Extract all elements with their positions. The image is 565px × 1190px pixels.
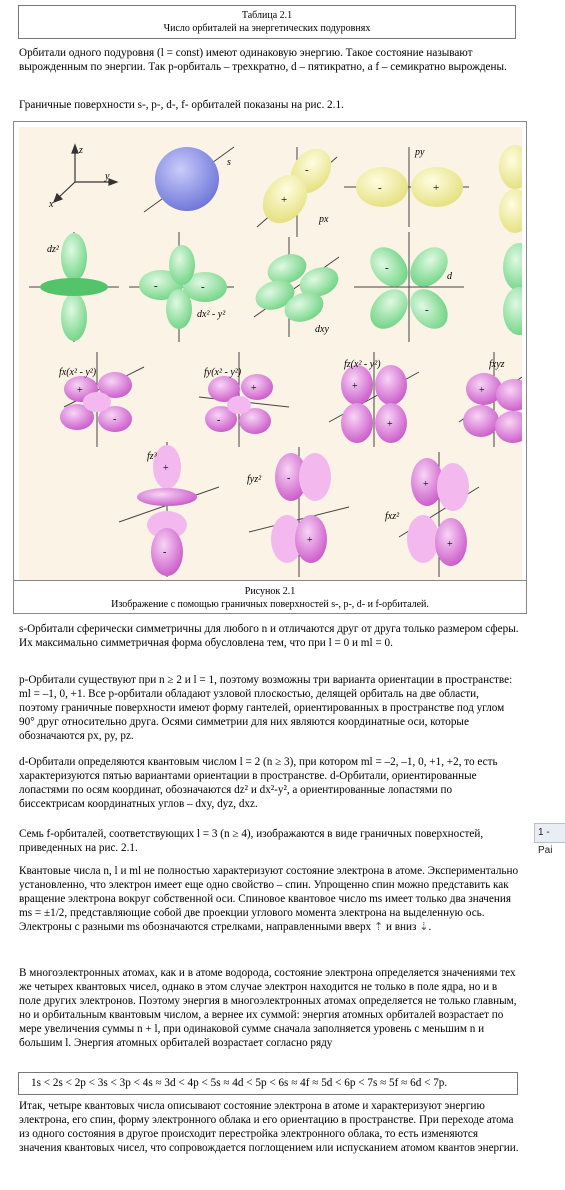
label-fxz2: fxz² xyxy=(385,511,400,522)
svg-text:+: + xyxy=(433,182,440,194)
svg-text:-: - xyxy=(305,164,309,176)
svg-text:+: + xyxy=(163,463,169,474)
paragraph-spin-down-text: и вниз xyxy=(385,921,417,933)
svg-text:+: + xyxy=(423,479,429,490)
figure-caption-title: Рисунок 2.1 xyxy=(244,586,296,597)
label-fyz2: fyz² xyxy=(247,474,262,485)
svg-text:+: + xyxy=(447,539,453,550)
d-orbital-icon xyxy=(354,232,464,342)
spin-up-arrow-icon: ⇡ xyxy=(373,920,384,933)
svg-text:-: - xyxy=(201,281,205,293)
paragraph-f-orbitals: Семь f-орбиталей, соответствующих l = 3 (n ≥ 4), изображаются в виде граничных поверхностей, приведенных на рис. 2.1. xyxy=(19,828,484,854)
label-py: py xyxy=(415,147,425,158)
label-d: d xyxy=(447,271,452,282)
axis-label-x: x xyxy=(49,199,54,210)
svg-text:+: + xyxy=(479,385,485,396)
label-s: s xyxy=(227,157,231,168)
svg-text:-: - xyxy=(163,547,167,558)
paragraph-conclusion: Итак, четыре квантовых числа описывают состояние электрона в атоме и характеризуют энергию электрона, его спин, форму электронного облака и его ориентацию в пространстве. При переходе атома из одного состояния в другое происходит перестройка электронного облака, то есть изменяются значения квантовых чисел, что сопровождается поглощением или испусканием атомом квантов энергии. xyxy=(19,1100,519,1154)
taskbar-window-tab[interactable]: 1 - Pai xyxy=(534,823,565,843)
orbitals-figure xyxy=(13,121,527,614)
fxz2-orbital-icon xyxy=(399,452,479,577)
paragraph-d-orbitals: d-Орбитали определяются квантовым числом l = 2 (n ≥ 3), при котором ml = –2, –1, 0, +1, +2, то есть характеризуются пятью вариантами ориентации в пространстве. d-Орбитали, ориентированные лопастями по осям координат, обозначаются dz² и dx²-y², а ориентированные лопастями по биссектрисам координатных углов – dxy, dyz, dxz. xyxy=(19,756,498,810)
table-caption-subtitle: Число орбиталей на энергетических подуровнях xyxy=(163,23,371,34)
svg-text:-: - xyxy=(113,414,117,425)
orbitals-illustration xyxy=(19,127,522,580)
svg-text:-: - xyxy=(217,415,221,426)
svg-text:-: - xyxy=(287,473,291,484)
fyz2-orbital-icon xyxy=(249,447,349,577)
svg-text:+: + xyxy=(77,385,83,396)
paragraph-spin: Квантовые числа n, l и ml не полностью характеризуют состояние электрона в атоме. Экспериментально установленно, что электрон имеет еще одно свойство – спин. Упрощенно спин можно представить как вращение электрона вокруг собственной оси. Спиновое квантовое число ms имеет только два значения ms = ±1/2, представляющие собой две проекции углового момента электрона на выделенную ось. Электроны с разными ms обозначаются стрелками, направленными вверх ⇡ и вниз ⇣. xyxy=(19,865,519,933)
svg-text:+: + xyxy=(387,419,393,430)
svg-text:-: - xyxy=(385,262,389,274)
py-orbital-icon xyxy=(344,147,469,227)
label-dx2y2: dx² - y² xyxy=(197,309,226,320)
spin-down-arrow-icon: ⇣ xyxy=(419,920,429,933)
energy-sequence-box: 1s < 2s < 2p < 3s < 3p < 4s ≈ 3d < 4p < 5s ≈ 4d < 5p < 6s ≈ 4f ≈ 5d < 6p < 7s ≈ 5f ≈ 6d < 7p. xyxy=(18,1072,518,1095)
label-px: px xyxy=(319,214,329,225)
label-f3: fz(x² - y²) xyxy=(344,359,381,370)
svg-text:-: - xyxy=(154,280,158,292)
label-fz3: fz³ xyxy=(147,451,157,462)
paragraph-s-orbitals: s-Орбитали сферически симметричны для любого n и отличаются друг от друга только размером сферы. Их максимально симметричная форма обусловлена тем, что при l = 0 и ml = 0. xyxy=(19,623,519,649)
fz3-orbital-icon xyxy=(119,442,219,577)
paragraph-figure-ref: Граничные поверхности s-, p-, d-, f- орбиталей показаны на рис. 2.1. xyxy=(19,99,344,111)
svg-text:+: + xyxy=(307,535,313,546)
label-fxyz: fxyz xyxy=(489,359,505,370)
label-f2: fy(x² - y²) xyxy=(204,367,242,378)
svg-text:+: + xyxy=(251,383,257,394)
svg-text:+: + xyxy=(281,194,288,206)
paragraph-p-orbitals: p-Орбитали существуют при n ≥ 2 и l = 1, поэтому возможны три варианта ориентации в пространстве: ml = –1, 0, +1. Все p-орбитали обладают узловой плоскостью, делящей орбиталь на две области, поэтому граничные поверхности имеют форму гантелей, ориентированных в пространстве под углом 90° друг относительно друга. Осями симметрии для них являются координатные оси, которые обозначаются px, py, pz. xyxy=(19,674,513,742)
label-dxy: dxy xyxy=(315,324,329,335)
axis-label-y: y xyxy=(105,171,110,182)
svg-text:-: - xyxy=(378,182,382,194)
label-dz2: dz² xyxy=(47,244,59,255)
svg-text:-: - xyxy=(425,304,429,316)
svg-text:+: + xyxy=(352,381,358,392)
axis-label-z: z xyxy=(79,145,83,156)
figure-caption xyxy=(14,580,526,614)
dxy-orbital-icon xyxy=(251,237,342,337)
paragraph-multielectron: В многоэлектронных атомах, как и в атоме водорода, состояние электрона определяется значениями тех же четырех квантовых чисел, однако в этом случае электрон находится не только в поле ядра, но и в поле других электронов. Поэтому энергия в многоэлектронных атомах определяется не только главным, но и орбитальным квантовым числом, а вернее их суммой: энергия атомных орбиталей возрастает по мере увеличения суммы n + l, при одинаковой сумме сначала заполняется уровень с меньшим n и большим l. Энергия атомных орбиталей возрастает согласно ряду xyxy=(19,967,517,1049)
paragraph-degeneracy: Орбитали одного подуровня (l = const) имеют одинаковую энергию. Такое состояние называют вырожденным по энергии. Так p-орбиталь – трехкратно, d – пятикратно, а f – семикратно вырождены. xyxy=(19,47,507,73)
figure-caption-text: Изображение с помощью граничных поверхностей s-, p-, d- и f-орбиталей. xyxy=(111,599,429,610)
dx2y2-orbital-icon xyxy=(129,232,234,342)
table-caption xyxy=(18,5,516,39)
dz2-orbital-icon xyxy=(29,232,119,342)
paragraph-spin-text: Квантовые числа n, l и ml не полностью характеризуют состояние электрона в атоме. Экспериментально установленно, что электрон имеет еще одно свойство – спин. Упрощенно спин можно представить как вращение электрона вокруг собственной оси. Спиновое квантовое число ms имеет только два значения ms = ±1/2, представляющие собой две проекции углового момента электрона на выделенную ось. Электроны с разными ms обозначаются стрелками, направленными вверх xyxy=(19,865,519,933)
s-orbital-icon xyxy=(144,147,234,212)
table-caption-title: Таблица 2.1 xyxy=(241,10,293,21)
label-f1: fx(x² - y²) xyxy=(59,367,97,378)
